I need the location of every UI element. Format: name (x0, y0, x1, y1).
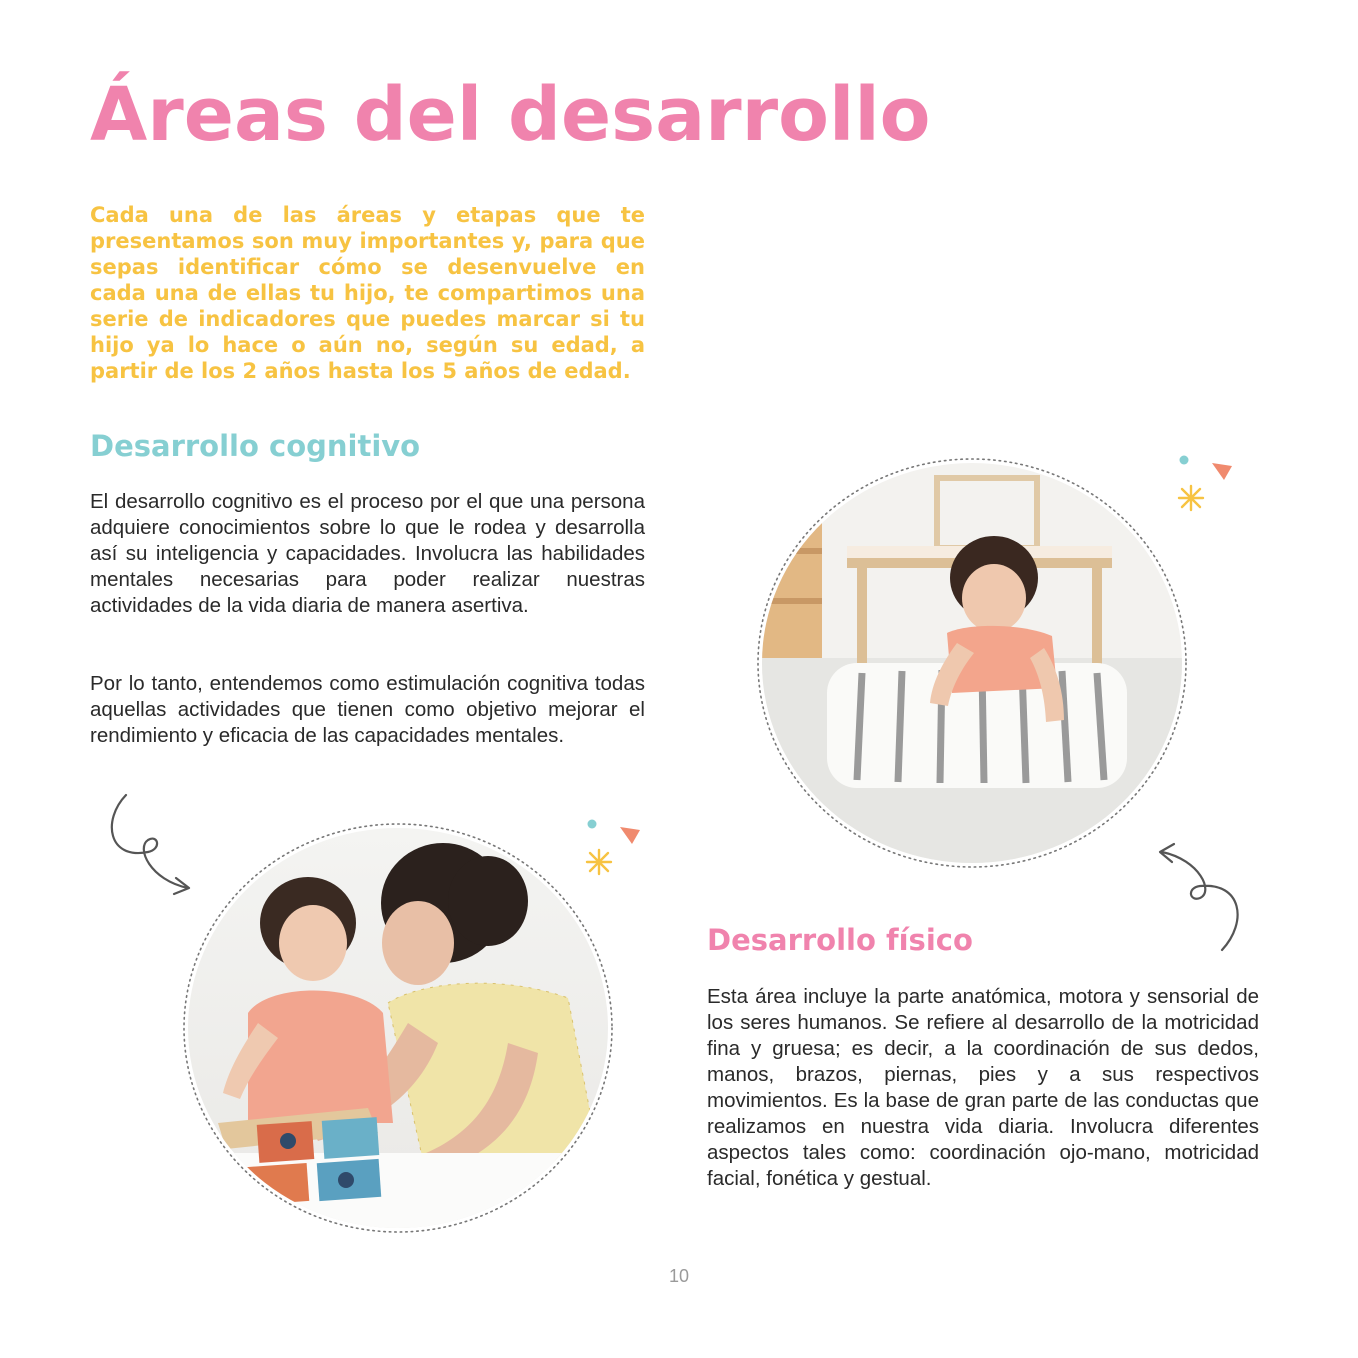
intro-paragraph: Cada una de las áreas y etapas que te presentamos son muy importantes y, para que sepas identificar cómo se desenvuelve en cada una de ellas tu hijo, te compartimos una serie de indicadores que puedes marcar si tu hijo ya lo hace o aún no, según su edad, a partir de los 2 años hasta los 5 años de edad. (90, 203, 645, 383)
physical-heading: Desarrollo físico (707, 923, 973, 957)
page-number: 10 (668, 1266, 690, 1286)
photo-toddler-crawling (752, 458, 1192, 873)
photo-mother-daughter-puzzle (178, 823, 618, 1238)
physical-paragraph: Esta área incluye la parte anatómica, motora y sensorial de los seres humanos. Se refiere al desarrollo de la motricidad fina y gruesa; es decir, a la coordinación de sus dedos, manos, brazos, piernas, pies y a sus respectivos movimientos. Es la base de gran parte de las conductas que realizamos en nuestra vida diaria. Involucra diferentes aspectos tales como: coordinación ojo-mano, motricidad facial, fonética y gestual. (707, 985, 1259, 1190)
cognitive-paragraph-1: El desarrollo cognitivo es el proceso por el que una persona adquiere conocimientos sobre lo que le rodea y desarrolla así su inteligencia y capacidades. Involucra las habilidades mentales necesarias para poder realizar nuestras actividades de la vida diaria de manera asertiva. (90, 490, 645, 617)
cognitive-heading: Desarrollo cognitivo (90, 429, 421, 463)
page-title: Áreas del desarrollo (90, 72, 931, 158)
triangle-icon (620, 827, 640, 844)
triangle-icon (1212, 463, 1232, 480)
cognitive-paragraph-2: Por lo tanto, entendemos como estimulación cognitiva todas aquellas actividades que tienen como objetivo mejorar el rendimiento y eficacia de las capacidades mentales. (90, 672, 645, 747)
